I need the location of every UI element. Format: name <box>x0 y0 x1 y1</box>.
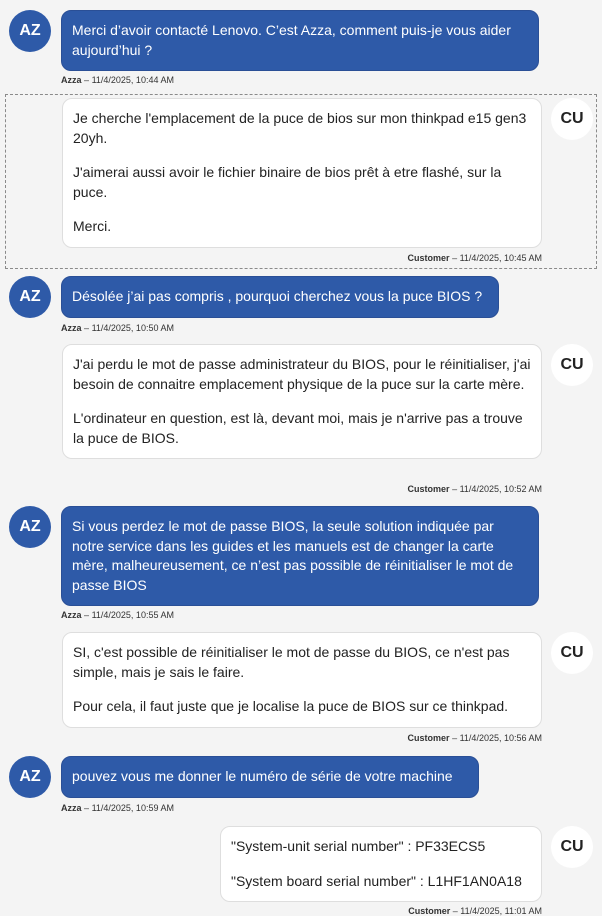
message-text: Merci. <box>73 218 112 234</box>
message-text: Si vous perdez le mot de passe BIOS, la seule solution indiquée par notre service dans les guides et les manuels est de changer la carte mère, malheureusement, ce n’est pas possible de réinitialiser le mot de passe BIOS <box>72 518 514 593</box>
message-bubble[interactable] <box>62 344 542 459</box>
message-text: pouvez vous me donner le numéro de série de votre machine <box>72 768 453 784</box>
message-timestamp: 11/4/2025, 10:55 AM <box>91 610 174 620</box>
message-text: J'aimerai aussi avoir le fichier binaire de bios prêt à etre flashé, sur la puce. <box>73 164 502 200</box>
message-meta <box>408 484 542 494</box>
meta-separator: – <box>452 906 458 916</box>
agent-avatar: AZ <box>9 10 51 52</box>
agent-avatar: AZ <box>9 276 51 318</box>
message-meta <box>61 610 174 620</box>
meta-separator: – <box>452 253 458 263</box>
message-text: SI, c'est possible de réinitialiser le mot de passe du BIOS, ce n'est pas simple, mais je sais le faire. <box>73 644 510 680</box>
message-meta <box>408 733 542 743</box>
message-text: "System board serial number" : L1HF1AN0A18 <box>231 872 522 889</box>
customer-avatar: CU <box>551 632 593 674</box>
message-author: Azza <box>61 803 82 813</box>
customer-avatar: CU <box>551 826 593 868</box>
message-text: Pour cela, il faut juste que je localise la puce de BIOS sur ce thinkpad. <box>73 698 509 714</box>
message-bubble[interactable] <box>61 756 479 798</box>
message-author: Azza <box>61 610 82 620</box>
meta-separator: – <box>84 75 90 85</box>
message-bubble[interactable] <box>61 506 539 606</box>
message-meta <box>61 803 174 813</box>
message-text: J'ai perdu le mot de passe administrateur du BIOS, pour le réinitialiser, j'ai besoin de connaitre emplacement physique de la puce sur la carte mère. <box>73 356 531 392</box>
message-text: Désolée j’ai pas compris , pourquoi cherchez vous la puce BIOS ? <box>72 288 483 304</box>
message-timestamp: 11/4/2025, 10:44 AM <box>91 75 174 85</box>
message-meta <box>61 323 174 333</box>
message-author: Customer <box>408 906 451 916</box>
message-timestamp: 11/4/2025, 10:52 AM <box>459 484 542 494</box>
message-timestamp: 11/4/2025, 10:56 AM <box>459 733 542 743</box>
message-bubble[interactable] <box>62 632 542 728</box>
message-bubble[interactable] <box>220 826 542 902</box>
agent-avatar: AZ <box>9 506 51 548</box>
message-text: Je cherche l'emplacement de la puce de bios sur mon thinkpad e15 gen3 20yh. <box>73 110 527 146</box>
message-author: Azza <box>61 75 82 85</box>
message-author: Customer <box>407 484 450 494</box>
message-meta <box>61 75 174 85</box>
message-meta <box>408 253 542 263</box>
message-bubble[interactable] <box>61 10 539 71</box>
message-timestamp: 11/4/2025, 10:59 AM <box>91 803 174 813</box>
meta-separator: – <box>84 323 90 333</box>
message-text: Merci d’avoir contacté Lenovo. C’est Azza, comment puis-je vous aider aujourd’hui ? <box>72 22 511 58</box>
message-author: Customer <box>407 733 450 743</box>
message-text: "System-unit serial number" : PF33ECS5 <box>231 838 486 854</box>
message-text: L'ordinateur en question, est là, devant moi, mais je n'arrive pas a trouve la puce de BIOS. <box>73 410 523 446</box>
customer-avatar: CU <box>551 98 593 140</box>
customer-avatar: CU <box>551 344 593 386</box>
message-bubble[interactable] <box>61 276 499 318</box>
message-author: Azza <box>61 323 82 333</box>
message-timestamp: 11/4/2025, 10:45 AM <box>459 253 542 263</box>
message-author: Customer <box>407 253 450 263</box>
message-bubble[interactable] <box>62 98 542 248</box>
meta-separator: – <box>452 484 458 494</box>
message-timestamp: 11/4/2025, 11:01 AM <box>460 906 542 916</box>
meta-separator: – <box>452 733 458 743</box>
agent-avatar: AZ <box>9 756 51 798</box>
meta-separator: – <box>84 803 90 813</box>
message-timestamp: 11/4/2025, 10:50 AM <box>91 323 174 333</box>
meta-separator: – <box>84 610 90 620</box>
